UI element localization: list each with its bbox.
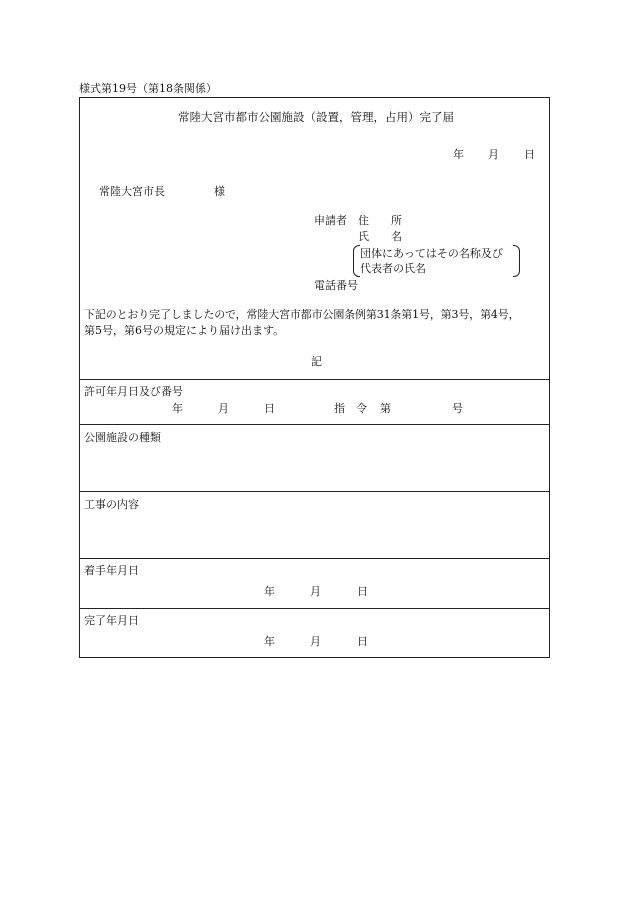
permit-rei: 令 bbox=[356, 402, 367, 415]
work-content-row bbox=[80, 491, 549, 559]
start-date-day: 日 bbox=[357, 585, 368, 598]
group-note-line1: 団体にあってはその名称及び bbox=[360, 247, 503, 260]
permit-row bbox=[80, 379, 549, 425]
date-day: 日 bbox=[524, 148, 535, 161]
work-content-label: 工事の内容 bbox=[84, 498, 139, 511]
applicant-label: 申請者 bbox=[314, 214, 347, 227]
permit-dai: 第 bbox=[380, 402, 391, 415]
form-number: 様式第19号（第18条関係） bbox=[79, 82, 217, 95]
permit-day: 日 bbox=[264, 402, 275, 415]
facility-type-row bbox=[80, 424, 549, 492]
applicant-name-label: 氏 名 bbox=[358, 230, 402, 243]
form-frame bbox=[79, 97, 550, 658]
addressee-honorific: 様 bbox=[214, 185, 225, 198]
completion-date-label: 完了年月日 bbox=[84, 614, 139, 627]
completion-date-row bbox=[80, 608, 549, 659]
date-month: 月 bbox=[488, 148, 499, 161]
group-note-line2: 代表者の氏名 bbox=[360, 262, 426, 275]
start-date-month: 月 bbox=[310, 585, 321, 598]
permit-shi: 指 bbox=[334, 402, 345, 415]
completion-date-year: 年 bbox=[264, 635, 275, 648]
start-date-label: 着手年月日 bbox=[84, 564, 139, 577]
permit-gou: 号 bbox=[452, 402, 463, 415]
note-bracket-left bbox=[353, 245, 360, 277]
date-year: 年 bbox=[453, 148, 464, 161]
completion-date-month: 月 bbox=[310, 635, 321, 648]
permit-month: 月 bbox=[218, 402, 229, 415]
form-title: 常陸大宮市都市公園施設（設置，管理，占用）完了届 bbox=[178, 110, 454, 124]
start-date-row bbox=[80, 558, 549, 609]
permit-year: 年 bbox=[172, 402, 183, 415]
facility-type-label: 公園施設の種類 bbox=[84, 431, 161, 444]
permit-label: 許可年月日及び番号 bbox=[84, 385, 183, 398]
addressee-name: 常陸大宮市長 bbox=[99, 185, 165, 198]
start-date-year: 年 bbox=[264, 585, 275, 598]
ki-label: 記 bbox=[311, 355, 322, 368]
applicant-address-label: 住 所 bbox=[358, 214, 402, 227]
body-text-line1: 下記のとおり完了しましたので，常陸大宮市都市公園条例第31条第1号，第3号，第4号， bbox=[84, 308, 520, 321]
note-bracket-right bbox=[513, 245, 520, 277]
phone-label: 電話番号 bbox=[314, 279, 358, 292]
body-text-line2: 第5号，第6号の規定により届け出ます。 bbox=[84, 324, 285, 337]
completion-date-day: 日 bbox=[357, 635, 368, 648]
